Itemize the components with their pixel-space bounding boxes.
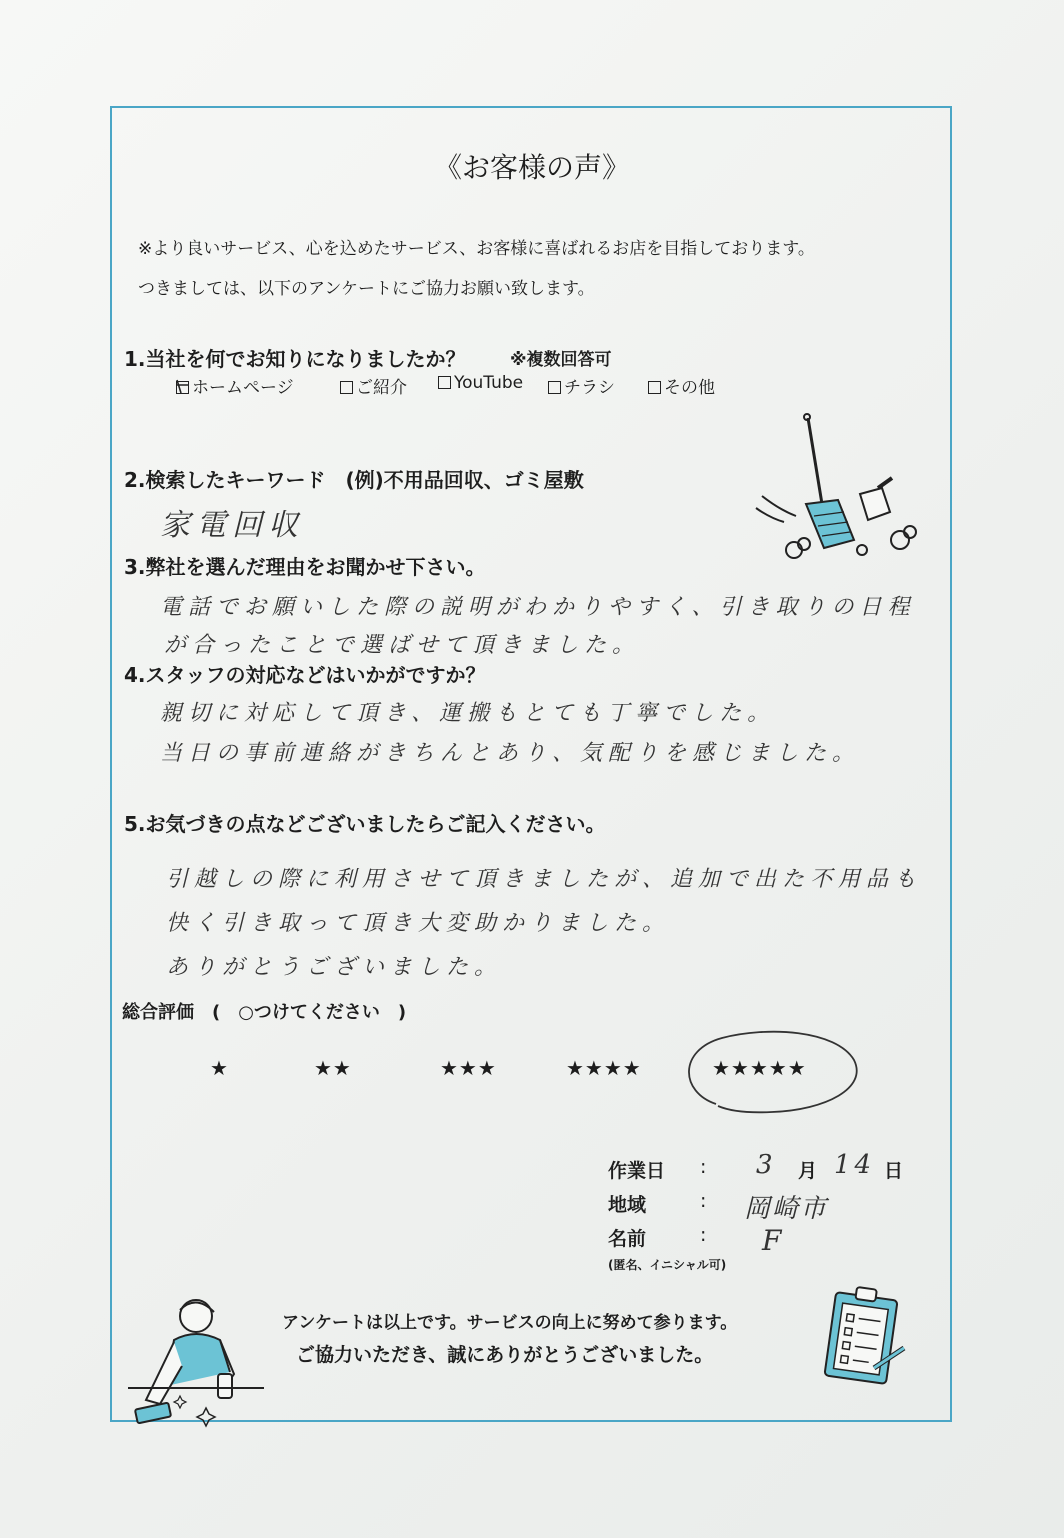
option-label: ご紹介 xyxy=(356,378,407,398)
option-referral[interactable] xyxy=(340,373,407,398)
rating-option-4[interactable]: ★★★★ xyxy=(566,1056,642,1080)
option-label: YouTube xyxy=(454,373,524,393)
question-4-label: 4.スタッフの対応などはいかがですか？ xyxy=(124,663,486,687)
question-1-label: 1.当社を何でお知りになりましたか？ xyxy=(124,347,466,371)
question-3-label: 3.弊社を選んだ理由をお聞かせ下さい。 xyxy=(124,555,486,579)
work-date-day-unit: 日 xyxy=(884,1160,904,1182)
rating-option-2[interactable]: ★★ xyxy=(314,1056,352,1080)
question-5-answer-line-2[interactable]: 快く引き取って頂き大変助かりました。 xyxy=(166,911,671,936)
question-2-answer[interactable]: 家電回収 xyxy=(160,508,304,543)
region-label: 地域 xyxy=(608,1194,647,1216)
option-other[interactable] xyxy=(648,373,715,398)
option-youtube[interactable] xyxy=(438,373,523,393)
page-title: 《お客様の声》 xyxy=(433,151,630,184)
option-flyer[interactable] xyxy=(548,373,615,398)
checkbox-youtube[interactable] xyxy=(438,376,451,389)
question-5-answer-line-1[interactable]: 引越しの際に利用させて頂きましたが、追加で出た不用品も xyxy=(166,867,923,892)
clipboard-checklist-icon xyxy=(816,1284,916,1394)
footer-line-2: ご協力いただき、誠にありがとうございました。 xyxy=(296,1344,714,1366)
rating-label: 総合評価 ( ○つけてください ) xyxy=(122,1002,407,1023)
intro-line-2: つきましては、以下のアンケートにご協力お願い致します。 xyxy=(138,279,595,299)
option-homepage[interactable] xyxy=(176,373,294,398)
question-2-label: 2.検索したキーワード (例)不用品回収、ゴミ屋敷 xyxy=(124,468,584,492)
cleaning-person-icon xyxy=(126,1296,276,1436)
region-value[interactable]: 岡崎市 xyxy=(744,1194,829,1224)
broom-dustpan-icon xyxy=(750,412,930,562)
intro-line-1: ※より良いサービス、心を込めたサービス、お客様に喜ばれるお店を目指しております。 xyxy=(138,239,815,259)
option-label: その他 xyxy=(664,378,715,398)
question-5-label: 5.お気づきの点などございましたらご記入ください。 xyxy=(124,812,606,836)
question-3-answer-line-1[interactable]: 電話でお願いした際の説明がわかりやすく、引き取りの日程 xyxy=(160,595,916,620)
work-date-label: 作業日 xyxy=(608,1160,666,1182)
work-date-colon: : xyxy=(700,1156,707,1178)
name-note: (匿名、イニシャル可) xyxy=(608,1258,727,1272)
question-1-note: ※複数回答可 xyxy=(510,350,612,370)
checkbox-flyer[interactable] xyxy=(548,381,561,394)
checkbox-homepage[interactable] xyxy=(176,381,189,394)
question-3-answer-line-2[interactable]: が合ったことで選ばせて頂きました。 xyxy=(164,633,641,658)
rating-option-5[interactable]: ★★★★★ xyxy=(712,1056,807,1080)
work-date-month[interactable]: 3 xyxy=(756,1150,773,1180)
region-colon: : xyxy=(700,1190,707,1212)
rating-option-1[interactable]: ★ xyxy=(210,1056,229,1080)
question-5-answer-line-3[interactable]: ありがとうございました。 xyxy=(166,955,503,980)
name-value[interactable]: F xyxy=(762,1224,788,1257)
option-label: チラシ xyxy=(564,378,615,398)
question-4-answer-line-1[interactable]: 親切に対応して頂き、運搬もとても丁寧でした。 xyxy=(160,701,776,726)
checkbox-referral[interactable] xyxy=(340,381,353,394)
footer-line-1: アンケートは以上です。サービスの向上に努めて参ります。 xyxy=(282,1313,738,1333)
work-date-day[interactable]: 14 xyxy=(834,1150,876,1180)
question-4-answer-line-2[interactable]: 当日の事前連絡がきちんとあり、気配りを感じました。 xyxy=(160,741,861,766)
rating-option-3[interactable]: ★★★ xyxy=(440,1056,497,1080)
name-colon: : xyxy=(700,1224,707,1246)
option-label: ホームページ xyxy=(192,378,294,398)
selected-rating-circle xyxy=(676,1026,866,1116)
checkbox-other[interactable] xyxy=(648,381,661,394)
name-label: 名前 xyxy=(608,1228,647,1250)
work-date-month-unit: 月 xyxy=(798,1160,818,1182)
check-mark-icon xyxy=(175,379,189,393)
